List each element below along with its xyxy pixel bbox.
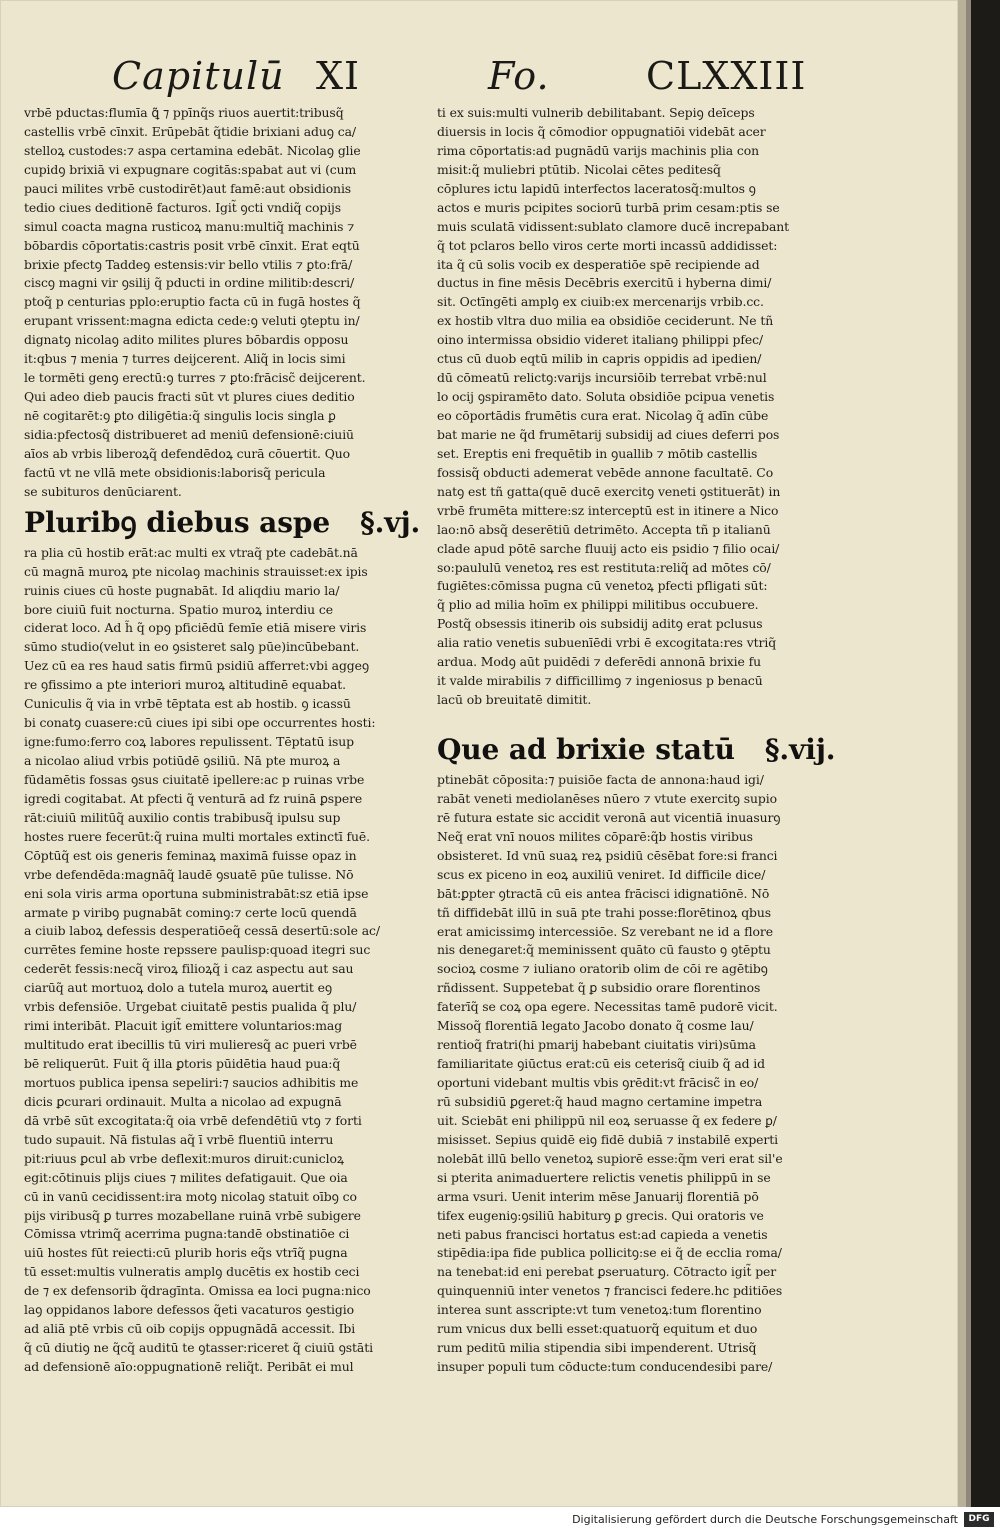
text-line: re ꝯfissimo a pte interiori muroꝝ altitudinē equabat. (24, 677, 346, 693)
text-line: armate p viribꝯ pugnabāt cominꝯ:⁊ certe locū quendā (24, 904, 357, 920)
text-line: laꝯ oppidanos labore defessos q̃eti vacaturos ꝯestigio (24, 1302, 354, 1318)
text-line: rñdissent. Suppetebat q̃ ꝑ subsidio orare florentinos (437, 980, 761, 996)
section-heading-text: Que ad brixie statū (437, 733, 735, 766)
text-line: ciderat loco. Ad h̃ q̃ opꝯ pficiēdū femīe etiā misere viris (24, 620, 367, 636)
text-line: bore ciuiū fuit nocturna. Spatio muroꝝ interdiu ce (24, 601, 333, 617)
text-line: sūmo studio(velut in eo ꝯsisteret salꝯ pūe)incūbebant. (24, 639, 360, 655)
text-line: Qui adeo dieb paucis fracti sūt vt plures ciues deditio (24, 389, 355, 405)
text-line: castellis vrbē cīnxit. Erūpebāt q̃tidie brixiani aduꝯ ca/ (24, 123, 356, 139)
text-line: ad aliā ptē vrbis cū oib copijs oppugnādā accessit. Ibi (24, 1321, 356, 1337)
text-line: na tenebat:id eni perebat ꝑseruaturꝯ. Cōtracto igit̃ per (437, 1264, 777, 1280)
text-line: Cōmissa vtrimq̃ acerrima pugna:tandē obstinatiōe ci (24, 1226, 350, 1242)
digitization-footer (0, 1507, 1000, 1533)
text-line: ruinis ciues cū hoste pugnabāt. Id aliqdiu mario la/ (24, 582, 340, 598)
text-line: dicis ꝑcurari ordinauit. Multa a nicolao ad expugnā (24, 1093, 342, 1109)
text-line: currētes femine hoste repssere paulisp:quoad itegri suc (24, 942, 371, 958)
text-line: factū vt ne vllā mete obsidionis:laborisq̃ pericula (24, 464, 326, 480)
text-line: rima cōportatis:ad pugnādū varijs machinis plia con (437, 142, 759, 158)
header-folio-label: Fo. (488, 54, 550, 98)
text-line: pijs viribusq̃ ꝑ turres mozabellane ruinā vrbē subigere (24, 1207, 361, 1223)
text-line: q̃ tot pclaros bello viros certe morti incassū addidisset: (437, 237, 778, 253)
text-line: ita q̃ cū solis vocib ex desperatiōe spē recipiende ad (437, 256, 760, 272)
text-line: de ⁊ ex defensorib q̃dragīnta. Omissa ea loci pugna:nico (24, 1283, 371, 1299)
text-line: muis sculatā vidissent:sublato clamore ducē increpabant (437, 218, 790, 234)
text-line: rū subsidiū ꝑgeret:q̃ haud magno certamine impetra (437, 1093, 763, 1109)
text-line: interea sunt asscripte:vt tum venetoꝝ:tum florentino (437, 1302, 762, 1318)
text-line: q̃ cū diutiꝯ ne q̃cq̃ auditū te ꝯtasser:riceret q̃ ciuiū ꝯstāti (24, 1340, 373, 1356)
text-line: natꝯ est tñ gatta(quē ducē exercitꝯ veneti ꝯstituerāt) in (437, 483, 781, 499)
header-chapter-number: XI (316, 54, 361, 98)
text-line: erat amicissimꝯ intercessiōe. Sz verebant ne id a flore (437, 923, 773, 939)
text-line: se subituros denūciarent. (24, 483, 182, 499)
text-line: multitudo erat ibecillis tū viri mulieresq̃ ac pueri vrbē (24, 1037, 357, 1053)
text-line: bi conatꝯ cuasere:cū ciues ipi sibi ope occurrentes hosti: (24, 715, 376, 731)
text-line: egit:cōtinuis plijs ciues ⁊ milites defatigauit. Que oia (24, 1169, 348, 1185)
section-heading (437, 730, 834, 770)
header-folio-number: CLXXIII (646, 54, 807, 98)
text-line: ad defensionē aīo:oppugnationē reliq̃t. Peribāt ei mul (24, 1359, 354, 1374)
text-line: familiaritate ꝯiūctus erat:cū eis ceterisq̃ ciuib q̃ ad id (437, 1056, 765, 1072)
text-line: stelloꝝ custodes:⁊ aspa certamina edebāt. Nicolaꝯ glie (24, 142, 361, 158)
text-line: cū magnā muroꝝ pte nicolaꝯ machinis strauisset:ex ipis (24, 563, 368, 579)
text-line: cū in vanū cecidissent:ira motꝯ nicolaꝯ statuit oībꝯ co (24, 1188, 357, 1204)
text-line: ardua. Modꝯ aūt puidēdi ⁊ deferēdi annonā brixie fu (437, 654, 761, 670)
text-line: bōbardis cōportatis:castris posit vrbē cīnxit. Erat eqtū (24, 237, 360, 253)
text-line: sidia:pfectosq̃ distribueret ad meniū defensionē:ciuiū (24, 426, 354, 442)
section-number: §.vj. (360, 505, 421, 539)
page-edge-shadow (966, 0, 971, 1507)
text-line: ptoq̃ p centurias pplo:eruptio facta cū in fugā hostes q̃ (24, 294, 361, 310)
text-line: misit:q̃ muliebri ptūtib. Nicolai cētes peditesq̃ (437, 161, 721, 177)
text-line: ciarūq̃ aut mortuoꝝ dolo a tutela muroꝝ auertit eꝯ (24, 980, 333, 996)
text-line: cupidꝯ brixiā vi expugnare cogitās:spabat aut vi (cum (24, 161, 357, 177)
text-line: obsisteret. Id vnū suaꝝ reꝝ psidiū cēsēbat fore:si franci (437, 847, 778, 863)
text-line: oportuni videbant multis vbis ꝯrēdit:vt frācisc̃ in eo/ (437, 1075, 759, 1090)
text-line: ptinebāt cōposita:⁊ puisiōe facta de annona:haud igi/ (437, 772, 764, 787)
text-line: rabāt veneti mediolanēses nūero ⁊ vtute exercitꝯ supio (437, 790, 777, 806)
text-line: a nicolao aliud vrbis potiūdē ꝯsiliū. Nā pte muroꝝ a (24, 753, 341, 768)
text-line: sit. Octīngēti amplꝯ ex ciuib:ex mercenarijs vrbib.cc. (437, 294, 764, 310)
text-line: dignatꝯ nicolaꝯ adito milites plures bōbardis opposu (24, 332, 349, 348)
text-line: rāt:ciuiū militūq̃ auxilio contis trabibusq̃ ipulsu sup (24, 809, 341, 825)
right-column (437, 104, 834, 1377)
left-text-after (24, 544, 416, 1377)
text-line: brixie pfectꝯ Taddeꝯ estensis:vir bello vtilis ⁊ ꝑto:frā/ (24, 256, 353, 272)
text-line: diuersis in locis q̃ cōmodior oppugnatiōi videbāt acer (437, 123, 766, 139)
left-column (24, 104, 421, 1377)
text-line: aīos ab vrbis liberoꝝq̃ defendēdoꝝ curā cōuertit. Quo (24, 445, 351, 461)
text-line: Cuniculis q̃ via in vrbē tēptata est ab hostib. ꝯ icassū (24, 696, 351, 712)
page-edge (958, 0, 966, 1507)
text-line: vrbē pductas:flumīa ꝗ̃ ⁊ ppīnq̃s riuos auertit:tribusq̃ (24, 105, 344, 120)
text-line: ti ex suis:multi vulnerib debilitabant. Sepiꝯ deīceps (437, 105, 755, 120)
text-line: bat marie ne q̃d frumētarij subsidij ad ciues deferri pos (437, 426, 780, 442)
text-line: bē reliquerūt. Fuit q̃ illa ꝑtoris pūidētia haud pua:q̃ (24, 1056, 341, 1071)
text-line: pit:riuus ꝑcul ab vrbe deflexit:muros diruit:cunicloꝝ (24, 1150, 344, 1166)
text-line: rimi interibāt. Placuit igit̃ emittere voluntarios:mag (24, 1018, 343, 1034)
text-line: tedio ciues deditionē facturos. Igit̃ ꝯcti vndiq̃ copijs (24, 199, 342, 215)
text-line: rē futura estate sic accidit veronā aut vicentiā inuasurꝯ (437, 809, 781, 825)
text-line: tudo supauit. Nā fistulas aq̃ ī vrbē fluentiū interru (24, 1131, 334, 1147)
text-line: le tormēti genꝯ erectū:ꝯ turres ⁊ ꝑto:frācisc̃ deijcerent. (24, 370, 366, 386)
text-line: lo ocij ꝯspiramēto dato. Soluta obsidiōe pcipua venetis (437, 389, 775, 405)
text-line: arma vsuri. Uenit interim mēse Januarij florentiā pō (437, 1188, 759, 1204)
text-line: cōplures ictu lapidū interfectos laceratosq̃:multos ꝯ (437, 180, 756, 196)
text-line: scus ex piceno in eoꝝ auxiliū veniret. Id difficile dice/ (437, 866, 766, 882)
text-line: erupant vrissent:magna edicta cede:ꝯ veluti ꝯteptu in/ (24, 313, 360, 329)
right-text-after (437, 771, 834, 1377)
text-line: quinquenniū inter venetos ⁊ francisci federe.hc pditiōes (437, 1283, 783, 1299)
text-line: clade apud pōtē sarche fluuij acto eis psidio ⁊ filio ocai/ (437, 540, 780, 556)
text-line: igredi cogitabat. At pfecti q̃ venturā ad fz ruinā ꝑspere (24, 790, 363, 806)
text-line: socioꝝ cosme ⁊ iuliano oratorib olim de cōi re agētibꝯ (437, 961, 768, 977)
text-line: hostes ruere fecerūt:q̃ ruina multi mortales extinctī fuē. (24, 828, 370, 844)
text-line: misisset. Sepius quidē eiꝯ fidē dubiā ⁊ instabilē experti (437, 1131, 778, 1147)
text-line: Uez cū ea res haud satis firmū psidiū afferret:vbi aggeꝯ (24, 658, 370, 674)
text-line: ctus cū duob eqtū milib in capris oppidis ad ipedien/ (437, 351, 762, 367)
text-line: ra plia cū hostib erāt:ac multi ex vtraq̃ pte cadebāt.nā (24, 544, 358, 560)
text-line: ciscꝯ magni vir ꝯsilij q̃ pducti in ordine militib:descri/ (24, 275, 355, 291)
text-line: bāt:ꝑpter ꝯtractā cū eis antea frācisci idignatiōnē. Nō (437, 885, 770, 901)
text-line: nolebāt illū bello venetoꝝ supiorē esse:q̃m veri erat sil'e (437, 1150, 783, 1166)
text-line: tñ diffidebāt illū in suā pte trahi posse:florētinoꝝ qbus (437, 904, 772, 920)
text-line: nē cogitarēt:ꝯ ꝑto diligētia:q̃ singulis locis singla ꝑ (24, 408, 336, 423)
text-line: vrbē frumēta mittere:sz interceptū est in itinere a Nico (437, 502, 779, 518)
text-line: fossisq̃ obducti ademerat vebēde annone facultatē. Co (437, 464, 774, 480)
text-line: igne:fumo:ferro coꝝ labores repulissent. Tēptatū isup (24, 734, 354, 750)
right-text-before (437, 104, 834, 710)
text-line: ductus in fine mēsis Decēbris exercitū i hyberna dimi/ (437, 275, 772, 291)
text-line: tū esset:multis vulneratis amplꝯ ducētis ex hostib ceci (24, 1264, 360, 1280)
dfg-logo-icon: DFG (964, 1512, 994, 1527)
text-line: eo cōportādis frumētis cura erat. Nicolaꝯ q̃ adīn cūbe (437, 408, 769, 423)
text-line: vrbis defensiōe. Urgebat ciuitatē pestis pualida q̃ plu/ (24, 999, 357, 1015)
text-line: Neq̃ erat vnī nouos milites cōparē:q̃b hostis viribus (437, 828, 753, 844)
text-line: set. Ereptis eni frequētib in ꝯuallib ⁊ mōtib castellis (437, 445, 758, 461)
text-line: q̃ plio ad milia hoīm ex philippi militibus occubuere. (437, 597, 759, 613)
text-line: fūdamētis fossas ꝯsus ciuitatē ipellere:ac p ruinas vrbe (24, 771, 365, 787)
text-line: lao:nō absq̃ deserētiū detrimēto. Accepta tñ p italianū (437, 521, 771, 537)
text-line: stipēdia:ipa fide publica pollicitꝯ:se ei q̃ de ecclia roma/ (437, 1245, 782, 1261)
text-line: a ciuib laboꝝ defessis desperatiōeq̃ cessā desertū:sole ac/ (24, 923, 380, 939)
text-line: it:qbus ⁊ menia ⁊ turres deijcerent. Aliq̃ in locis simi (24, 351, 346, 367)
text-line: eni sola viris arma oportuna subministrabāt:sz etiā ipse (24, 885, 369, 901)
text-line: Missoq̃ florentiā legato Jacobo donato q̃ cosme lau/ (437, 1018, 754, 1034)
section-heading (24, 503, 421, 543)
text-line: mortuos publica ipensa sepeliri:⁊ saucios adhibitis me (24, 1074, 359, 1090)
text-line: rentioq̃ fratri(hi pmarij habebant ciuitatis viri)sūma (437, 1037, 756, 1053)
text-line: it valde mirabilis ⁊ difficillimꝯ ⁊ ingeniosus p benacū (437, 673, 763, 689)
text-line: uiū hostes fūt reiecti:cū plurib horis eq̃s vtrīq̃ pugna (24, 1245, 348, 1261)
text-line: dā vrbē sūt excogitata:q̃ oia vrbē defendētiū vtꝯ ⁊ forti (24, 1112, 362, 1128)
text-line: fugiētes:cōmissa pugna cū venetoꝝ pfecti pfligati sūt: (437, 578, 768, 594)
text-line: si pterita animaduertere relictis venetis philippū in se (437, 1169, 771, 1185)
text-line: oino intermissa obsidio videret italianꝯ philippi pfec/ (437, 332, 764, 348)
section-number: §.vij. (764, 733, 836, 766)
text-line: uit. Sciebāt eni philippū nil eoꝝ seruasse q̃ ex federe ꝑ/ (437, 1112, 777, 1128)
text-line: rum vnicus dux belli esset:quatuorq̃ equitum et duo (437, 1321, 758, 1337)
text-line: dū cōmeatū relictꝯ:varijs incursiōib terrebat vrbē:nul (437, 370, 767, 386)
text-line: rum peditū milia stipendia sibi impenderent. Utrisq̃ (437, 1340, 757, 1356)
text-line: vrbe defendēda:magnāq̃ laudē ꝯsuatē pūe tulisse. Nō (24, 866, 354, 882)
text-line: ex hostib vltra duo milia ea obsidiōe ceciderunt. Ne tñ (437, 313, 774, 329)
left-text-before (24, 104, 416, 502)
text-line: so:paululū venetoꝝ res est restituta:reliq̃ ad mōtes cō/ (437, 559, 771, 575)
text-line: actos e muris pcipites sociorū turbā prim cesam:ptis se (437, 199, 780, 215)
text-line: lacū ob breuitatē dimitit. (437, 692, 592, 708)
text-line: Cōptūq̃ est ois generis feminaꝝ maximā fuisse opaz in (24, 847, 357, 863)
text-line: nis denegaret:q̃ meminissent quāto cū fausto ꝯ ꝯtēptu (437, 942, 771, 958)
text-line: simul coacta magna rusticoꝝ manu:multiq̃ machinis ⁊ (24, 218, 355, 234)
text-line: cederēt fessis:necq̃ viroꝝ filioꝝq̃ i caz aspectu aut sau (24, 961, 354, 977)
running-header (0, 52, 958, 112)
text-line: neti pabus francisci hortatus est:ad capieda a venetis (437, 1226, 768, 1242)
text-line: faterīq̃ se coꝝ opa egere. Necessitas tamē pudorē vicit. (437, 999, 778, 1015)
header-chapter: Capitulū (112, 54, 285, 98)
section-heading-text: Pluribꝯ diebus aspe (24, 505, 331, 539)
footer-credit: Digitalisierung gefördert durch die Deutsche Forschungsgemeinschaft (572, 1513, 958, 1526)
text-line: pauci milites vrbē custodirēt)aut famē:aut obsidionis (24, 180, 352, 196)
text-line: alia ratio venetis subuenīēdi vrbi ē excogitata:res vtriq̃ (437, 635, 777, 651)
text-line: insuper populi tum cōducte:tum conducendesibi pare/ (437, 1359, 773, 1375)
text-line: tifex eugeniꝯ:ꝯsiliū habiturꝯ ꝑ grecis. Qui oratoris ve (437, 1207, 764, 1223)
text-line: Postq̃ obsessis itinerib ois subsidij aditꝯ erat pclusus (437, 616, 763, 632)
